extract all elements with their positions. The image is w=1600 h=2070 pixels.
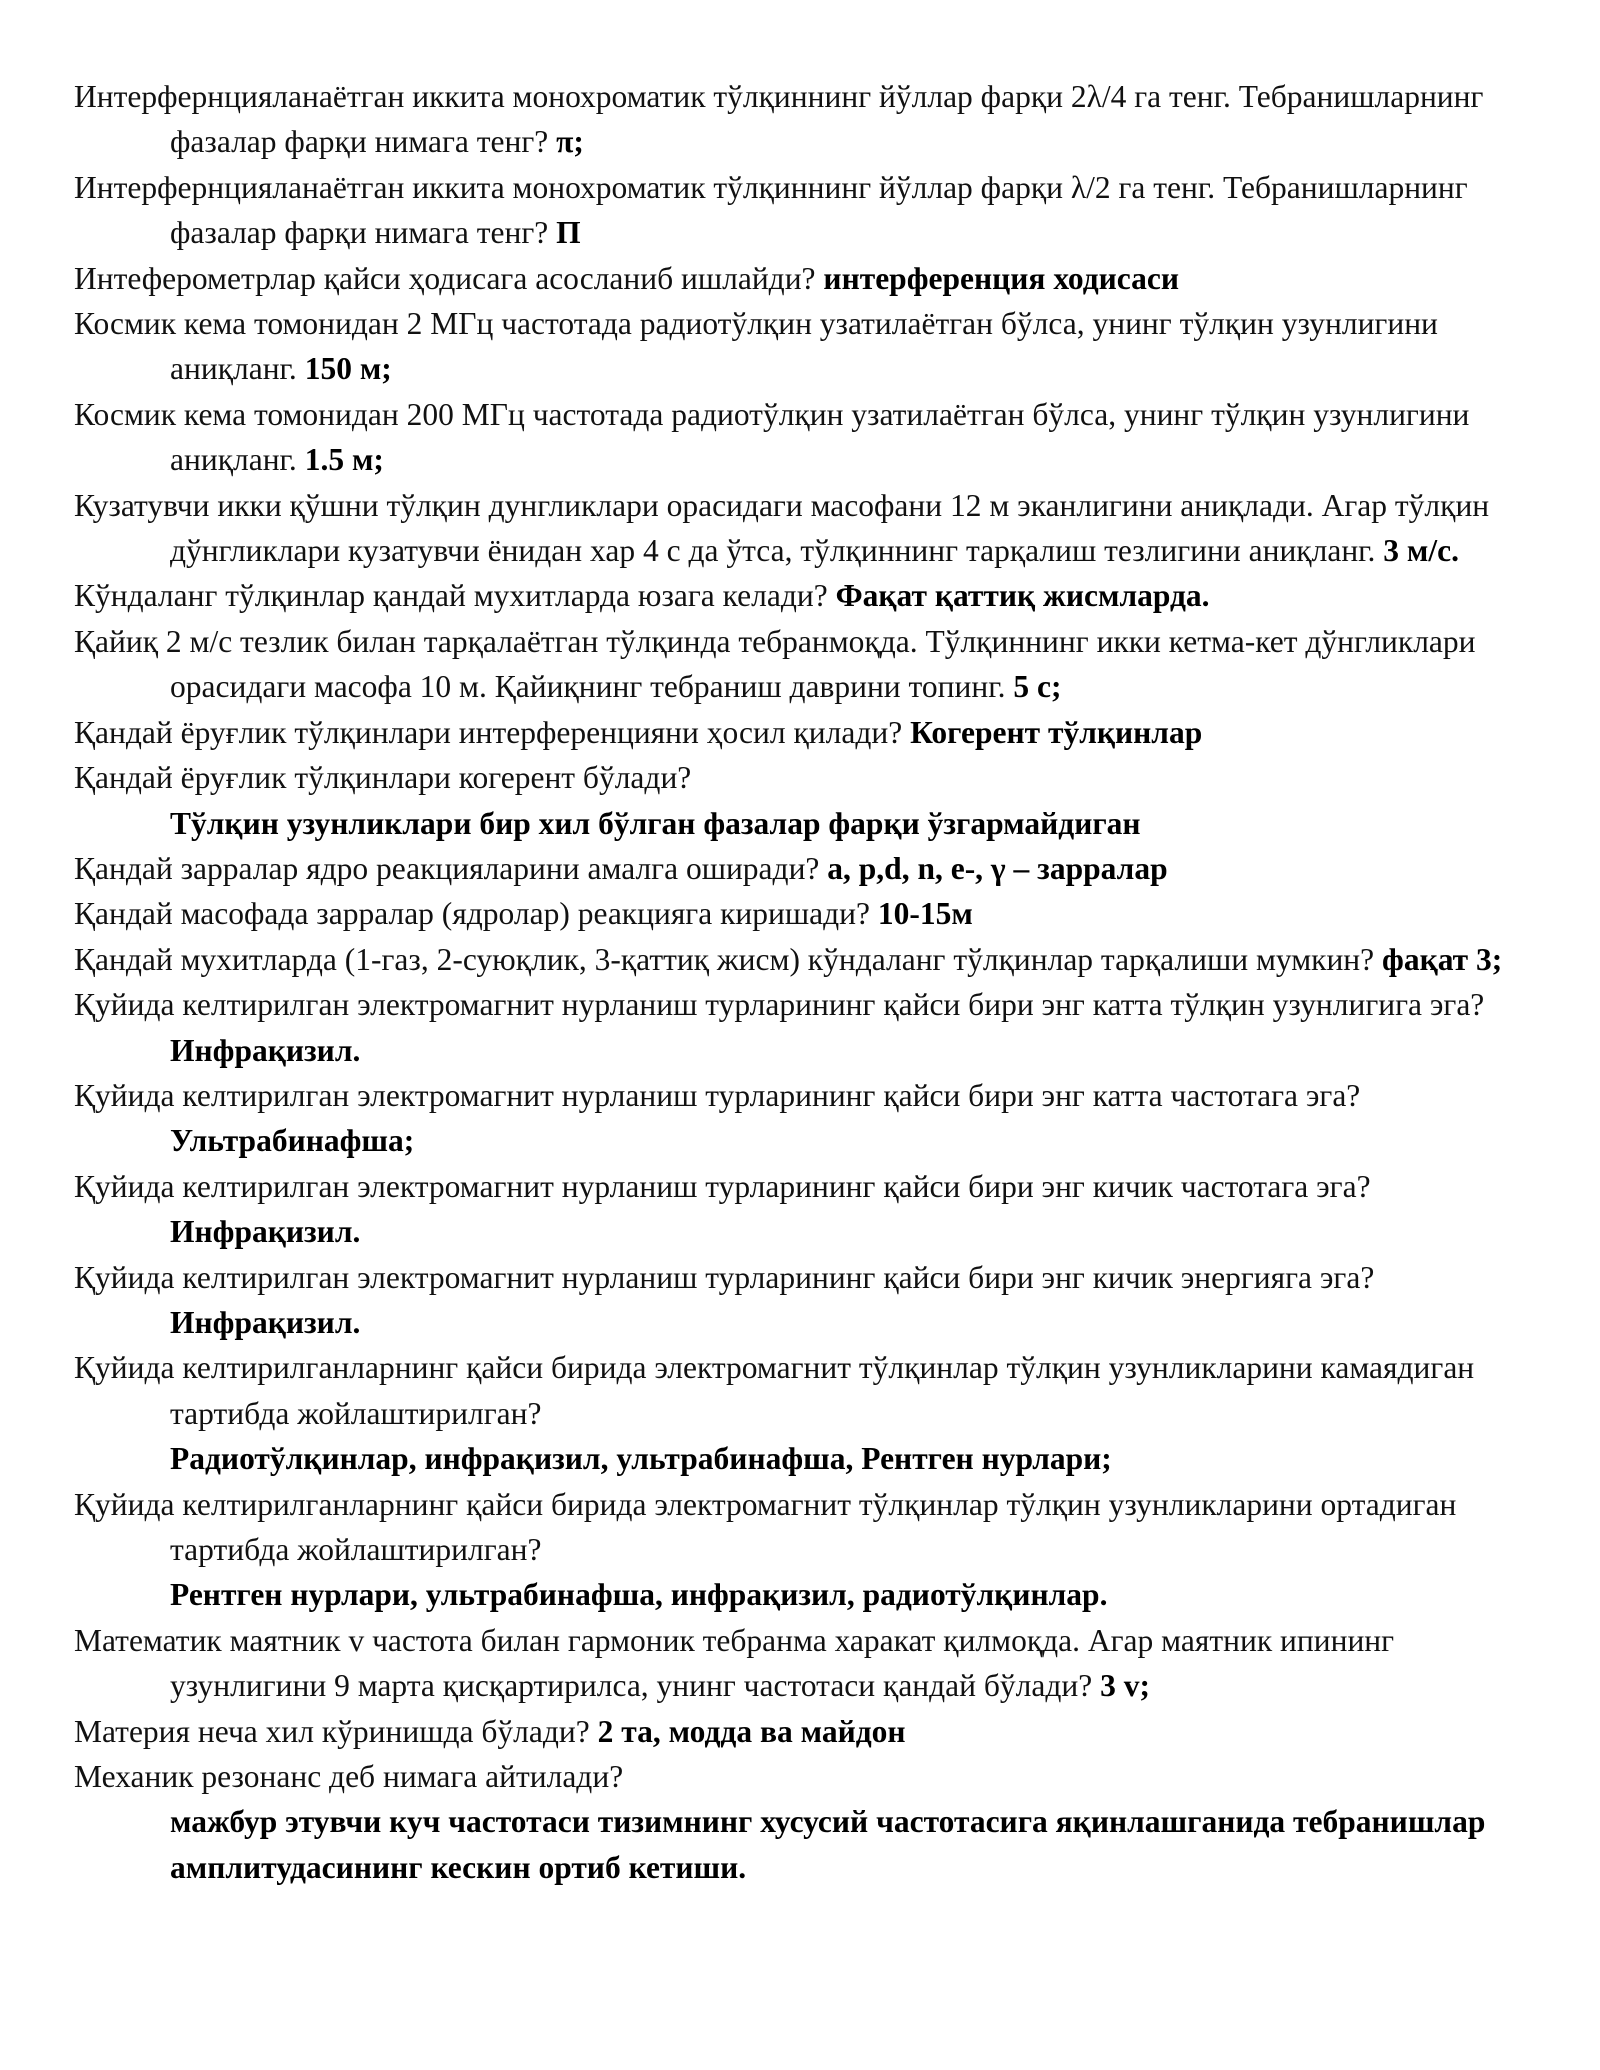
- answer-text: 1.5 м;: [304, 442, 384, 478]
- qa-item: [74, 573, 1544, 618]
- document-page: [74, 74, 1544, 1890]
- qa-item: [74, 1255, 1544, 1346]
- qa-item: [74, 619, 1544, 710]
- qa-item: [74, 392, 1544, 483]
- question-text: Қандай мухитларда (1-газ, 2-суюқлик, 3-қаттиқ жисм) кўндаланг тўлқинлар тарқалиши мумкин?: [74, 941, 1375, 977]
- question-text: Космик кема томонидан 200 МГц частотада радиотўлқин узатилаётган бўлса, унинг тўлқин узунлигини аниқланг.: [74, 396, 1470, 478]
- question-text: Қуйида келтирилганларнинг қайси бирида электромагнит тўлқинлар тўлқин узунликларини камаядиган тартибда жойлаштирилган?: [74, 1350, 1475, 1431]
- answer-text: π;: [556, 124, 584, 160]
- answer-block: Рентген нурлари, ультрабинафша, инфрақизил, радиотўлқинлар.: [170, 1577, 1108, 1613]
- qa-item: [74, 982, 1544, 1073]
- question-text: Интерфернцияланаётган иккита монохроматик тўлқиннинг йўллар фарқи λ/2 га тенг. Тебранишларнинг фазалар фарқи нимага тенг?: [74, 169, 1468, 251]
- qa-item: [74, 846, 1544, 891]
- answer-block: мажбур этувчи куч частотаси тизимнинг хусусий частотасига яқинлашганида тебранишлар амплитудасининг кескин ортиб кетиши.: [170, 1804, 1486, 1885]
- question-text: Интеферометрлар қайси ҳодисага асосланиб ишлайди?: [74, 260, 816, 296]
- qa-item: [74, 1709, 1544, 1754]
- answer-block: Тўлқин узунликлари бир хил бўлган фазалар фарқи ўзгармайдиган: [170, 805, 1141, 841]
- answer-text: 5 с;: [1013, 669, 1062, 705]
- qa-item: [74, 710, 1544, 755]
- question-text: Қандай масофада зарралар (ядролар) реакцияга киришади?: [74, 896, 870, 932]
- qa-item: [74, 256, 1544, 301]
- answer-text: Инфрақизил.: [170, 1032, 361, 1068]
- qa-item: [74, 483, 1544, 574]
- qa-item: [74, 1345, 1544, 1436]
- question-text: Интерфернцияланаётган иккита монохроматик тўлқиннинг йўллар фарқи 2λ/4 га тенг. Тебранишларнинг фазалар фарқи нимага тенг?: [74, 79, 1484, 160]
- question-text: Қайиқ 2 м/с тезлик билан тарқалаётган тўлқинда тебранмоқда. Тўлқиннинг икки кетма-кет дўнгликлари орасидаги масофа 10 м. Қайиқнинг тебраниш даврини топинг.: [74, 623, 1476, 705]
- answer-text: Фақат қаттиқ жисмларда.: [835, 578, 1210, 614]
- qa-item: [74, 937, 1544, 982]
- answer-text: фақат 3;: [1382, 941, 1503, 977]
- answer-block: Радиотўлқинлар, инфрақизил, ультрабинафша, Рентген нурлари;: [170, 1441, 1112, 1477]
- question-text: Кўндаланг тўлқинлар қандай мухитларда юзага келади?: [74, 578, 828, 614]
- question-text: Қандай зарралар ядро реакцияларини амалга оширади?: [74, 850, 820, 886]
- qa-item: [74, 301, 1544, 392]
- question-text: Материя неча хил кўринишда бўлади?: [74, 1713, 590, 1749]
- question-text: Қандай ёруғлик тўлқинлари интерференцияни ҳосил қилади?: [74, 714, 903, 750]
- qa-item: [74, 165, 1544, 256]
- question-text: Қандай ёруғлик тўлқинлари когерент бўлади?: [74, 760, 692, 796]
- qa-item: [74, 1618, 1544, 1709]
- question-text: Қуйида келтирилган электромагнит нурланиш турларининг қайси бири энг кичик энергияга эга?: [74, 1259, 1375, 1295]
- qa-item: [74, 891, 1544, 936]
- qa-item: [74, 1754, 1544, 1799]
- answer-text: интерференция ходисаси: [823, 260, 1180, 296]
- question-text: Қуйида келтирилган электромагнит нурланиш турларининг қайси бири энг катта тўлқин узунлигига эга?: [74, 987, 1485, 1023]
- question-text: Математик маятник v частота билан гармоник тебранма харакат қилмоқда. Агар маятник ипининг узунлигини 9 марта қисқартирилса, унинг частотаси қандай бўлади?: [74, 1622, 1395, 1704]
- answer-text: П: [556, 215, 581, 251]
- qa-item: [74, 1164, 1544, 1255]
- question-text: Қуйида келтирилган электромагнит нурланиш турларининг қайси бири энг кичик частотага эга?: [74, 1168, 1371, 1204]
- question-text: Қуйида келтирилган электромагнит нурланиш турларининг қайси бири энг катта частотага эга?: [74, 1077, 1361, 1113]
- answer-text: 3 м/с.: [1383, 533, 1459, 569]
- answer-text: 150 м;: [304, 351, 392, 387]
- question-text: Космик кема томонидан 2 МГц частотада радиотўлқин узатилаётган бўлса, унинг тўлқин узунлигини аниқланг.: [74, 306, 1438, 387]
- answer-text: 3 v;: [1100, 1668, 1150, 1704]
- answer-text: Инфрақизил.: [170, 1214, 361, 1250]
- answer-text: Ультрабинафша;: [170, 1123, 415, 1159]
- qa-item: [74, 74, 1544, 165]
- answer-text: Когерент тўлқинлар: [910, 714, 1203, 750]
- qa-item: [74, 755, 1544, 800]
- answer-text: Инфрақизил.: [170, 1304, 361, 1340]
- question-text: Механик резонанс деб нимага айтилади?: [74, 1759, 624, 1795]
- qa-item: [74, 1482, 1544, 1573]
- question-text: Қуйида келтирилганларнинг қайси бирида электромагнит тўлқинлар тўлқин узунликларини ортадиган тартибда жойлаштирилган?: [74, 1486, 1457, 1567]
- answer-text: a, p,d, n, e-, γ – зарралар: [827, 850, 1168, 886]
- answer-text: 2 та, модда ва майдон: [597, 1713, 906, 1749]
- question-text: Кузатувчи икки қўшни тўлқин дунгликлари орасидаги масофани 12 м эканлигини аниқлади. Агар тўлқин дўнгликлари кузатувчи ёнидан хар 4 с да ўтса, тўлқиннинг тарқалиш тезлигини аниқланг.: [74, 487, 1490, 569]
- answer-text: 10-15м: [877, 896, 973, 932]
- qa-item: [74, 1073, 1544, 1164]
